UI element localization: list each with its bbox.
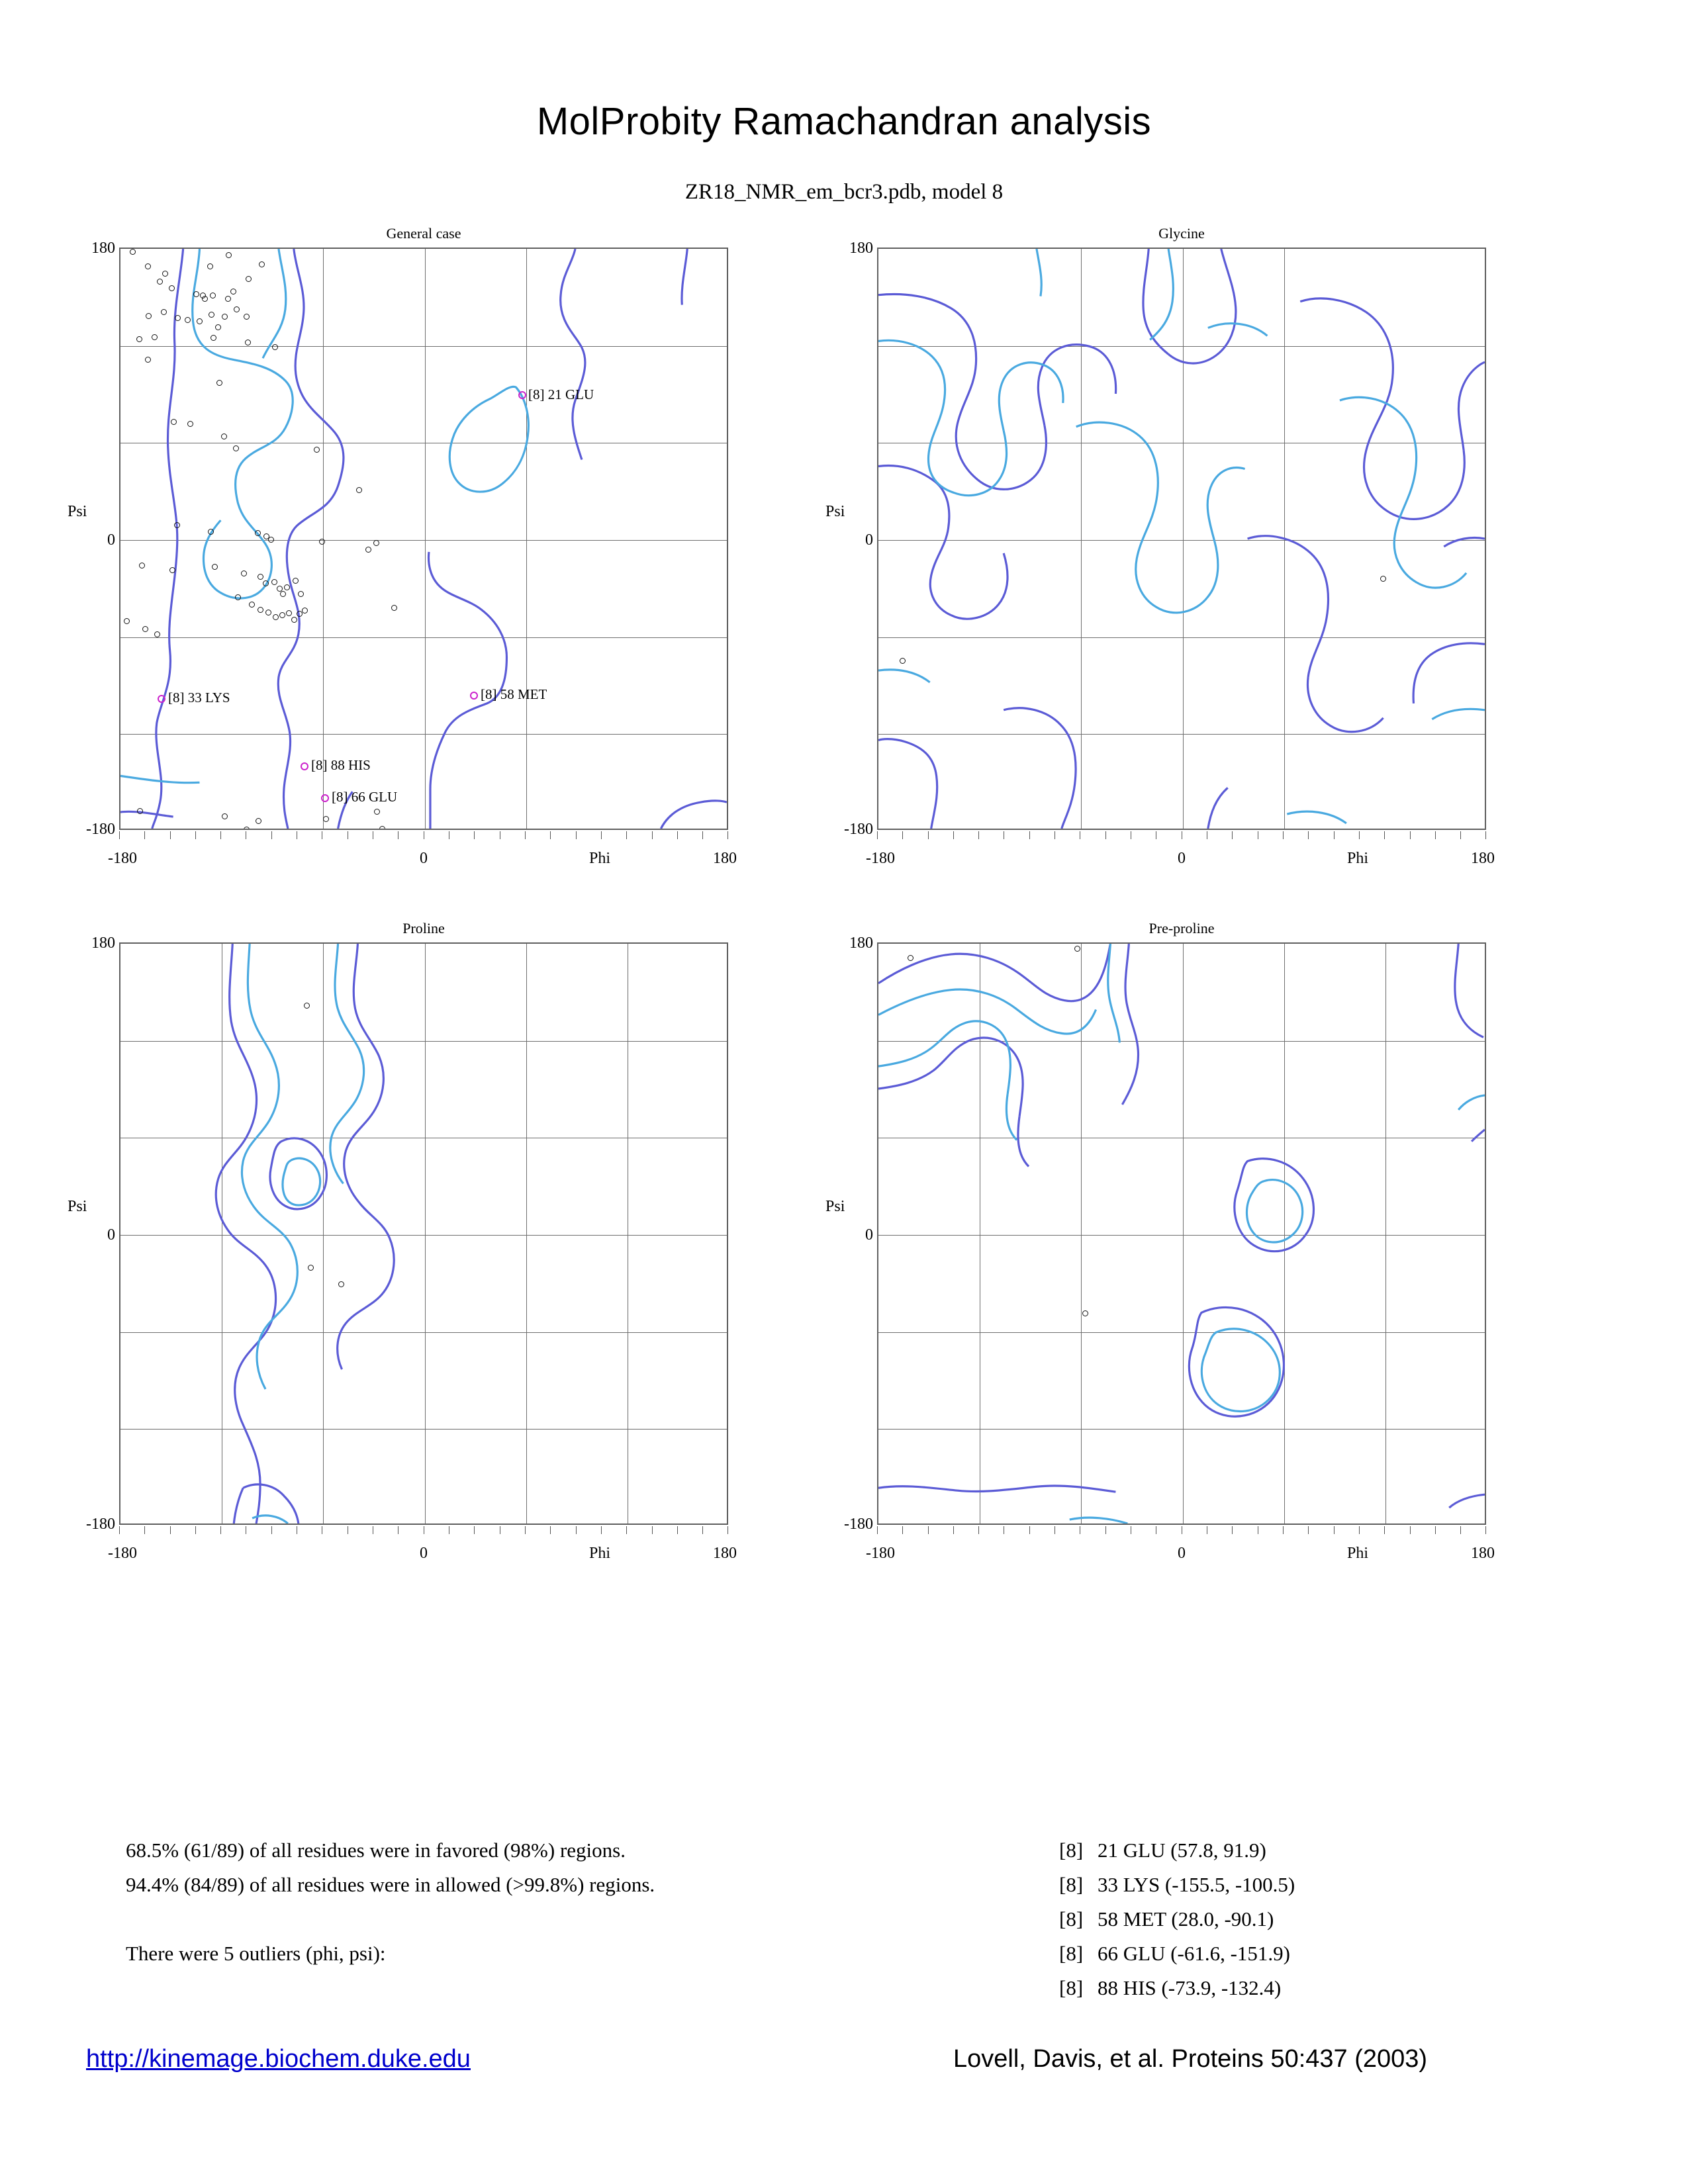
y-tick: 0 [107, 531, 115, 549]
data-point [212, 564, 218, 570]
data-point [338, 1281, 344, 1287]
y-tick: -180 [844, 1516, 873, 1533]
chart-title-general: General case [386, 225, 461, 242]
summary-statistics [126, 1833, 655, 1971]
model-index: [8] [1059, 1942, 1084, 1965]
model-index: [8] [1059, 1907, 1084, 1931]
outlier-label: [8] 58 MET [481, 686, 547, 702]
data-point [216, 380, 222, 386]
data-point [379, 826, 385, 830]
data-point [293, 578, 299, 584]
plot-area-pre-proline [877, 942, 1486, 1525]
data-point [145, 263, 151, 269]
x-tick: -180 [866, 850, 895, 867]
data-point [241, 570, 247, 576]
y-axis-label: Psi [68, 1198, 87, 1215]
chart-glycine [825, 225, 1546, 874]
outlier-text: 58 MET (28.0, -90.1) [1098, 1907, 1274, 1931]
data-point [211, 335, 216, 341]
model-index: [8] [1059, 1976, 1084, 1999]
y-tick: 180 [849, 934, 873, 952]
data-point [900, 658, 906, 664]
outlier-marker [301, 762, 308, 770]
list-item [1059, 1971, 1295, 2005]
chart-title-glycine: Glycine [1158, 225, 1205, 242]
data-point [187, 421, 193, 427]
data-point [256, 818, 261, 824]
x-tick: -180 [108, 1545, 137, 1562]
data-point [373, 540, 379, 546]
y-tick: 0 [107, 1226, 115, 1244]
data-point [137, 808, 143, 814]
data-point [284, 584, 290, 590]
data-point [263, 580, 269, 586]
data-point [139, 563, 145, 569]
data-point [146, 313, 152, 319]
kinemage-link[interactable]: http://kinemage.biochem.duke.edu [86, 2045, 471, 2073]
y-axis-label: Psi [68, 503, 87, 520]
citation-text: Lovell, Davis, et al. Proteins 50:437 (2003) [953, 2045, 1428, 2073]
model-index: [8] [1059, 1873, 1084, 1896]
data-point [169, 285, 175, 291]
plot-area-proline [119, 942, 728, 1525]
outlier-list [1059, 1833, 1295, 2005]
y-tick: 0 [865, 531, 873, 549]
page-title: MolProbity Ramachandran analysis [536, 100, 1152, 143]
data-point [161, 309, 167, 315]
contour-lines-glycine [878, 249, 1485, 829]
chart-pre-proline [825, 920, 1546, 1569]
list-item [1059, 1833, 1295, 1868]
data-point [279, 612, 285, 618]
data-point [124, 618, 130, 624]
outlier-text: 88 HIS (-73.9, -132.4) [1098, 1976, 1282, 1999]
data-point [193, 291, 199, 297]
y-tick: -180 [86, 1516, 115, 1533]
data-point [365, 547, 371, 553]
y-tick: -180 [844, 821, 873, 838]
data-point [280, 591, 286, 597]
data-point [215, 324, 221, 330]
x-tick: 0 [420, 850, 428, 867]
data-point [258, 607, 263, 613]
y-tick: 180 [91, 240, 115, 257]
outliers-heading: There were 5 outliers (phi, psi): [126, 1942, 386, 1965]
data-point [130, 249, 136, 255]
data-point [209, 312, 214, 318]
favored-line: 68.5% (61/89) of all residues were in favored (98%) regions. [126, 1839, 626, 1862]
data-point [145, 357, 151, 363]
data-point [319, 539, 325, 545]
data-point [142, 626, 148, 632]
data-point [221, 433, 227, 439]
outlier-marker [470, 692, 478, 700]
data-point [314, 447, 320, 453]
x-tick: 0 [420, 1545, 428, 1562]
data-point [323, 816, 329, 822]
data-point [356, 487, 362, 493]
x-tick: 0 [1178, 850, 1186, 867]
data-point [154, 631, 160, 637]
data-point [272, 344, 278, 350]
x-axis-label: Phi [1347, 850, 1369, 867]
y-axis-label: Psi [825, 503, 845, 520]
list-item [1059, 1868, 1295, 1902]
plot-area-glycine [877, 248, 1486, 830]
data-point [152, 334, 158, 340]
outlier-marker [518, 391, 526, 399]
data-point [302, 608, 308, 614]
model-index: [8] [1059, 1839, 1084, 1862]
data-point [208, 529, 214, 535]
data-point [197, 318, 203, 324]
data-point [391, 605, 397, 611]
data-point [374, 809, 380, 815]
chart-title-pre-proline: Pre-proline [1149, 920, 1215, 936]
contour-lines-proline [120, 944, 727, 1524]
data-point [222, 813, 228, 819]
outlier-text: 21 GLU (57.8, 91.9) [1098, 1839, 1266, 1862]
data-point [258, 574, 263, 580]
data-point [268, 537, 274, 543]
outlier-label: [8] 21 GLU [528, 387, 594, 402]
data-point [259, 261, 265, 267]
data-point [244, 827, 250, 830]
y-tick: 0 [865, 1226, 873, 1244]
data-point [210, 293, 216, 298]
x-tick: 0 [1178, 1545, 1186, 1562]
data-point [291, 617, 297, 623]
outlier-label: [8] 66 GLU [332, 789, 398, 805]
chart-proline [68, 920, 788, 1569]
data-point [162, 271, 168, 277]
data-point [226, 252, 232, 258]
data-point [174, 522, 180, 528]
data-point [1082, 1310, 1088, 1316]
outlier-text: 33 LYS (-155.5, -100.5) [1098, 1873, 1295, 1896]
chart-general-case [68, 225, 788, 874]
data-point [304, 1003, 310, 1009]
data-point [265, 610, 271, 615]
allowed-line: 94.4% (84/89) of all residues were in allowed (>99.8%) regions. [126, 1873, 655, 1896]
data-point [244, 314, 250, 320]
outlier-marker [158, 695, 165, 703]
data-point [298, 591, 304, 597]
x-tick: 180 [713, 1545, 737, 1562]
data-point [235, 594, 241, 600]
data-point [246, 276, 252, 282]
y-axis-label: Psi [825, 1198, 845, 1215]
data-point [249, 602, 255, 608]
y-tick: 180 [91, 934, 115, 952]
x-tick: 180 [1471, 1545, 1495, 1562]
plot-area-general [119, 248, 728, 830]
data-point [1380, 576, 1386, 582]
list-item [1059, 1902, 1295, 1936]
data-point [1074, 946, 1080, 952]
data-point [169, 567, 175, 573]
data-point [245, 340, 251, 345]
outlier-label: [8] 33 LYS [168, 690, 230, 705]
data-point [255, 530, 261, 536]
list-item [1059, 1936, 1295, 1971]
data-point [222, 314, 228, 320]
data-point [225, 296, 231, 302]
data-point [234, 306, 240, 312]
contour-lines-pre-proline [878, 944, 1485, 1524]
data-point [271, 579, 277, 585]
data-point [185, 317, 191, 323]
x-axis-label: Phi [589, 1545, 611, 1562]
data-point [908, 955, 914, 961]
x-tick: -180 [108, 850, 137, 867]
chart-title-proline: Proline [402, 920, 445, 936]
x-axis-label: Phi [589, 850, 611, 867]
data-point [202, 296, 208, 302]
outlier-label: [8] 88 HIS [311, 757, 371, 773]
data-point [175, 315, 181, 321]
outlier-marker [321, 794, 329, 802]
data-point [157, 279, 163, 285]
data-point [273, 614, 279, 620]
x-tick: -180 [866, 1545, 895, 1562]
y-tick: 180 [849, 240, 873, 257]
x-axis-label: Phi [1347, 1545, 1369, 1562]
data-point [207, 263, 213, 269]
data-point [171, 419, 177, 425]
y-tick: -180 [86, 821, 115, 838]
data-point [286, 610, 292, 616]
data-point [233, 445, 239, 451]
data-point [308, 1265, 314, 1271]
x-tick: 180 [713, 850, 737, 867]
page-subtitle: ZR18_NMR_em_bcr3.pdb, model 8 [684, 180, 1004, 204]
data-point [230, 289, 236, 295]
data-point [136, 336, 142, 342]
x-tick: 180 [1471, 850, 1495, 867]
outlier-text: 66 GLU (-61.6, -151.9) [1098, 1942, 1291, 1965]
